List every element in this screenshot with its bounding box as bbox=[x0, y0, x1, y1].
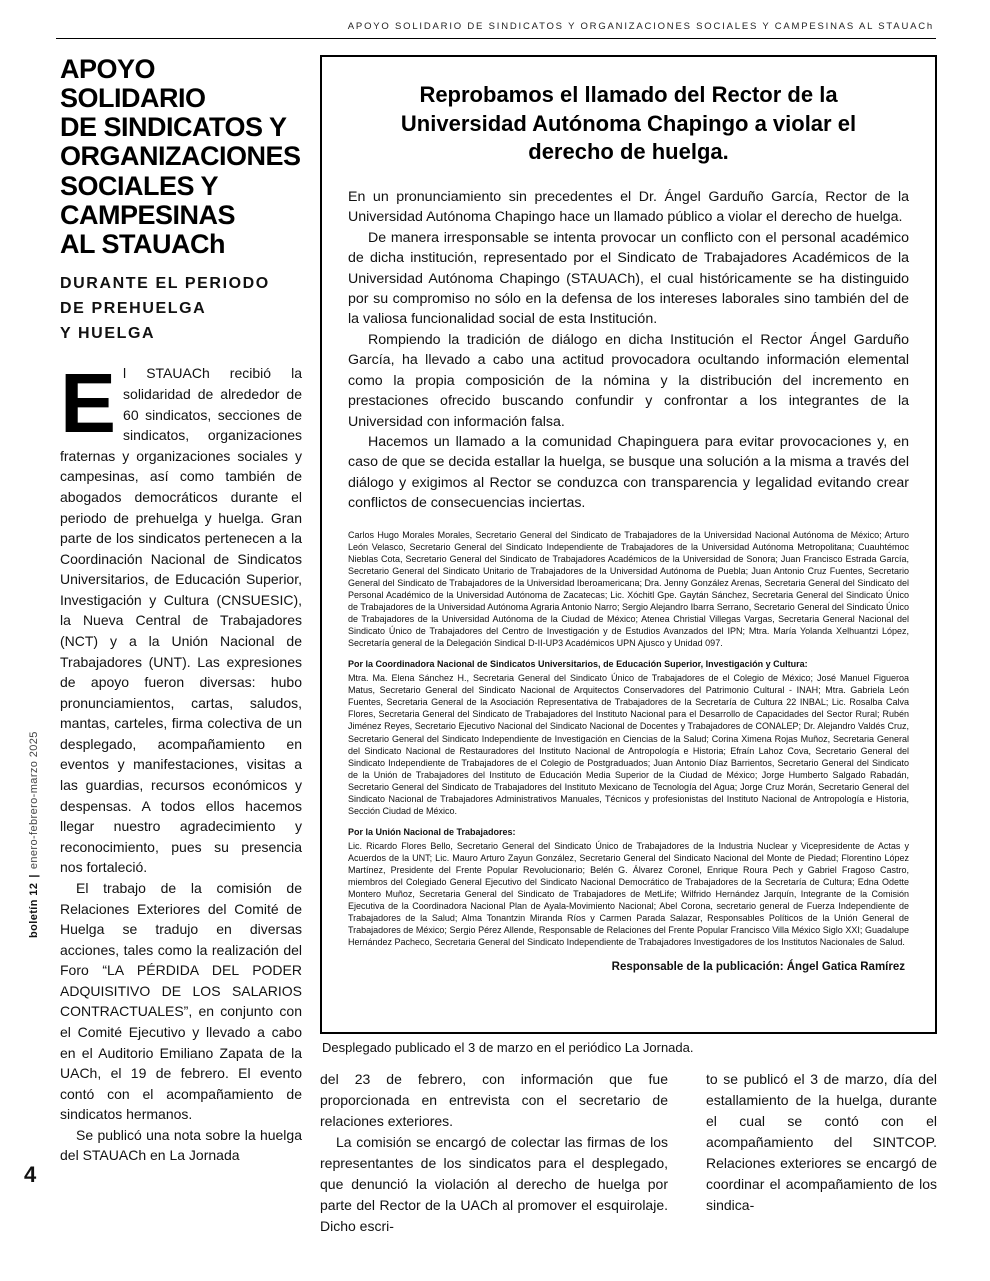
continuation-column-middle bbox=[320, 1069, 668, 1237]
page-number: 4 bbox=[24, 1162, 37, 1187]
dropcap: E bbox=[60, 356, 117, 451]
article-paragraph: Se publicó una nota sobre la huelga del STAUACh en La Jornada bbox=[60, 1126, 302, 1164]
issue-date: enero-febrero-marzo 2025 bbox=[28, 731, 40, 870]
continuation-paragraph: La comisión se encargó de colectar las firmas de los representantes de los sindicatos para el desplegado, que denunció la violación al derecho de huelga por parte del Rector de la UACh al promover el esquirolaje. Dicho escri- bbox=[320, 1134, 668, 1234]
continuation-paragraph: del 23 de febrero, con información que fue proporcionada en entrevista con el secretario de relaciones exteriores. bbox=[320, 1071, 668, 1129]
article-subtitle-line: DE PREHUELGA bbox=[60, 299, 207, 317]
statement-box bbox=[320, 55, 937, 1034]
article-subtitle-line: DURANTE EL PERIODO bbox=[60, 275, 270, 293]
signatories-section bbox=[348, 529, 909, 949]
article-paragraph bbox=[60, 356, 302, 877]
header-rule bbox=[56, 38, 936, 39]
statement-paragraph: De manera irresponsable se intenta provocar un conflicto con el personal académico de dicha institución, representado por el Sindicato de Trabajadores Académicos de la Universidad Autónoma Chapingo (STAUACh), el cual históricamente se ha distinguido por su compromiso no sólo en la defensa de los intereses laborales sino también del de la valiosa funcionalidad social de esta Institución. bbox=[348, 229, 909, 328]
statement-paragraph: En un pronunciamiento sin precedentes el Dr. Ángel Garduño García, Rector de la Universidad Autónoma Chapingo hace un llamado público a violar el derecho de huelga. bbox=[348, 188, 909, 226]
continuation-column-right bbox=[706, 1069, 937, 1216]
statement-caption: Desplegado publicado el 3 de marzo en el periódico La Jornada. bbox=[322, 1040, 694, 1055]
unt-signatories: Lic. Ricardo Flores Bello, Secretario General del Sindicato Único de Trabajadores de la Industria Nuclear y Vicepresidente de Actas y Acuerdos de la UNT; Lic. Mauro Arturo Zayun González, Secretario General del Sindicato Nacional del Monte de Piedad; Florentino López Martínez, Presidente del Frente Popular Revolucionario; Belén G. Álvarez Coronel, Enrique Roura Pech y Gabriel Fragoso Castro, miembros del Colegiado General Ejecutivo del Sindicato Nacional Democrático de Trabajadores de la Secretaría de Cultura; Edna Odette Montero Muñoz, Secretaria General del Sindicato de Trabajadores de MetLife; Wilfrido Hernández Jarquín, Integrante de la Comisión Ejecutiva de la Coordinadora Nacional Plan de Ayala-Movimiento Nacional; Abel Corona, secretario general de Fuerza Independiente de Trabajadores de la Salud; Alma Tonantzin Miranda Ríos y Carmen Parada Salazar, Responsables Políticos de la Unión General de Trabajadores de México; Sergio Pérez Allende, Responsable de Relaciones del Frente Popular Francisco Villa México Siglo XXI; Guadalupe Hernández Pacheco, Secretaria General del Sindicato Independiente de Trabajadores Investigadores de los Institutos Nacionales de Salud. bbox=[348, 840, 909, 948]
article-subtitle bbox=[60, 272, 302, 346]
article-title-line: DE SINDICATOS Y bbox=[60, 112, 287, 143]
article-title bbox=[60, 55, 302, 259]
article-body bbox=[60, 356, 302, 1166]
statement-body bbox=[348, 187, 909, 514]
article-paragraph-text: l STAUACh recibió la solidaridad de alrededor de 60 sindicatos, secciones de sindicatos, organizaciones fraternas y organizaciones sociales y campesinas, así como también de abogados democráticos durante el periodo de prehuelga y huelga. Gran parte de los sindicatos pertenecen a la Coordinación Nacional de Sindicatos Universitarios, de Educación Superior, Investigación y Cultura (CNSUESIC), la Nueva Central de Trabajadores (NCT) y a la Unión Nacional de Trabajadores (UNT). Las expresiones de apoyo fueron diversas: hubo pronunciamientos, cartas, saludos, mantas, carteles, firma colectiva de un desplegado, acompañamiento en eventos y manifestaciones, visitas a las guardias, recursos económicos y despensas. A todos ellos hacemos llegar nuestro agradecimiento y reconocimiento, pues su presencia nos fortaleció. bbox=[60, 365, 302, 876]
cnsuesic-signatories: Mtra. Ma. Elena Sánchez H., Secretaria General del Sindicato Único de Trabajadores de el Colegio de México; José Manuel Figueroa Matus, Secretario General del Sindicato Nacional de Arquitectos Conservadores del Patrimonio Cultural - INAH; Mtra. Gabriela León Fuentes, Secretaria General de la Asociación Representativa de Trabajadores de la Secretaría de Cultura 22 INBAL; Lic. Rosalba Calva Flores, Secretaria General del Sindicato de Trabajadores del Instituto Nacional para el Desarrollo de Capacidades del Sector Rural; Rubén Jiménez Reyes, Secretario Ejecutivo Nacional del Sindicato Nacional de Docentes y Trabajadores de CONALEP; Dr. Alejandro Valdés Cruz, Secretario General del Sindicato Independiente de Investigación en Ciencias de la Salud; Corina Ximena Rojas Muñoz, Secretaria General del Sindicato Nacional de Restauradores del Instituto Nacional de Antropología e Historia; Efraín Lahoz Cova, Secretario General del Sindicato Independiente de Trabajadores de el Colegio de Postgraduados; Juan Antonio Díaz Barrientos, Secretario General del Sindicato de la Unión de Trabajadores del Instituto de Educación Media Superior de la Ciudad de México; Jorge Humberto Salgado Rabadán, Secretario General del Sindicato de Trabajadores del Instituto Mexicano de Tecnología del Agua; Jorge Cruz Morán, Secretario General del Sindicato Nacional de Trabajadores Administrativos Manuales, Técnicos y profesionistas del Instituto Nacional de Antropología e Historia, Sección Ciudad de México. bbox=[348, 673, 909, 816]
article-title-line: SOCIALES Y bbox=[60, 170, 219, 201]
article-title-line: APOYO SOLIDARIO bbox=[60, 54, 206, 114]
article-title-line: CAMPESINAS bbox=[60, 199, 236, 230]
statement-title: Reprobamos el llamado del Rector de la Universidad Autónoma Chapingo a violar el derecho de huelga. bbox=[400, 82, 857, 165]
signatories-general: Carlos Hugo Morales Morales, Secretario General del Sindicato de Trabajadores de la Universidad Nacional Autónoma de México; Arturo León Velasco, Secretario General del Sindicato Independiente de Trabajadores de la Universidad Autónoma Metropolitana; Cuauhtémoc Nieblas Cota, Secretario General del Sindicato de Trabajadores Académicos de la Universidad de Sonora; Juan Francisco Estrada García, Secretario General del Sindicato Unitario de Trabajadores de la Universidad Autónoma de Puebla; Juan Antonio Cruz Fuentes, Secretario General del Sindicato de Trabajadores de la Universidad Iberoamericana; Dra. Jenny González Arenas, Secretaria General del Sindicato del Personal Académico de la Universidad Autónoma de Zacatecas; Lic. Xóchitl Gpe. Gaytán Sánchez, Secretaria General del Sindicato Único de Trabajadores de la Universidad Autónoma Agraria Antonio Narro; Sergio Alejandro Ibarra Serrano, Secretario General del Sindicato Único de Trabajadores de la Universidad Autónoma de la Ciudad de México; Atenea Christial Villegas Vargas, Secretaria General Nacional del Sindicato Único de Trabajadores del Centro de Investigación y de Estudios Avanzados del IPN; Mtra. María Yolanda Xelhuantzi López, Secretaría general de la Delegación Sindical D-II-UP3 Académicos UPN Ajusco y Unidad 097. bbox=[348, 529, 909, 649]
publication-responsible: Responsable de la publicación: Ángel Gatica Ramírez bbox=[611, 961, 905, 974]
spine-separator: | bbox=[28, 874, 40, 878]
left-article-column bbox=[60, 55, 302, 1166]
article-subtitle-line: Y HUELGA bbox=[60, 324, 156, 342]
continuation-paragraph: to se publicó el 3 de marzo, día del estallamiento de la huelga, durante el cual se contó con el acompañamiento del SINTCOP. Relaciones exteriores se encargó de coordinar el acompañamiento de los sindica- bbox=[706, 1071, 937, 1213]
article-paragraph: El trabajo de la comisión de Relaciones Exteriores del Comité de Huelga se tradujo en diversas acciones, tales como la realización del Foro “LA PÉRDIDA DEL PODER ADQUISITIVO DE LOS SALARIOS CONTRACTUALES”, en conjunto con el Comité Ejecutivo y llevado a cabo en el Auditorio Emiliano Zapata de la UACh, el 19 de febrero. El evento contó con el acompañamiento de sindicatos hermanos. bbox=[60, 879, 302, 1123]
unt-heading: Por la Unión Nacional de Trabajadores: bbox=[348, 826, 516, 837]
statement-paragraph: Hacemos un llamado a la comunidad Chapinguera para evitar provocaciones y, en caso de que se decida estallar la huelga, se busque una solución a la misma a través del diálogo y exigimos al Rector se conduzca con transparencia y legalidad evitando crear conflictos de consecuencias inciertas. bbox=[348, 434, 909, 512]
running-header: APOYO SOLIDARIO DE SINDICATOS Y ORGANIZACIONES SOCIALES Y CAMPESINAS AL STAUACh bbox=[347, 21, 934, 32]
article-title-line: ORGANIZACIONES bbox=[60, 141, 301, 172]
statement-paragraph: Rompiendo la tradición de diálogo en dicha Institución el Rector Ángel Garduño García, ha llevado a cabo una actitud provocadora ocultando información elemental como la propia composición de la nómina y la distribución del incremento en prestaciones ofrecido buscando confundir y confrontar a los integrantes de la Universidad con información falsa. bbox=[348, 331, 909, 430]
article-title-line: AL STAUACh bbox=[60, 228, 225, 259]
cnsuesic-heading: Por la Coordinadora Nacional de Sindicatos Universitarios, de Educación Superior, Investigación y Cultura: bbox=[348, 659, 808, 670]
issue-spine bbox=[28, 731, 40, 938]
issue-number: boletín 12 bbox=[28, 882, 40, 938]
